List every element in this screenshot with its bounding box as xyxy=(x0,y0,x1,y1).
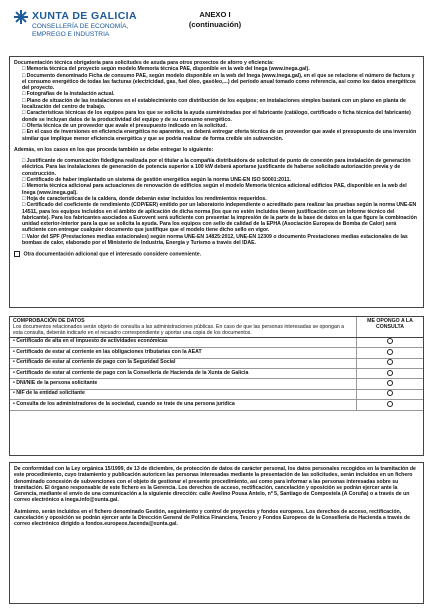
xunta-emblem-icon xyxy=(14,10,28,24)
verification-item: • NIF de la entidad solicitante xyxy=(10,389,357,399)
oppose-column-header: ME OPONGO A LA CONSULTA xyxy=(357,317,424,337)
documentation-title: Documentación técnica obrigatoria para solicitudes de axuda para otros proxectos de aforro y eficiencia: xyxy=(14,60,274,66)
oppose-cell xyxy=(357,379,424,389)
oppose-cell xyxy=(357,368,424,378)
annex-title: ANEXO I (continuación) xyxy=(188,10,242,29)
verification-item: • Certificado de estar al corriente en las obligaciones tributarias con la AEAT xyxy=(10,348,357,358)
documentation-section xyxy=(9,56,424,308)
verification-row xyxy=(10,389,423,399)
verification-row xyxy=(10,400,423,410)
oppose-radio[interactable] xyxy=(387,370,393,376)
funds-paragraph: Asimismo, serán incluidos en el fichero denominado Gestión, seguimiento y control de proyectos y fondos europeos. Los derechos de acceso, rectificación, cancelación y oposición se podrán ejercer ante la Dirección General de Política Financiera, Tesoro y Fondos Europeos de la Consellería de Hacienda a través de correo electrónico dirigido a fondos.europeos.facenda@xunta.gal. xyxy=(14,508,411,528)
other-documentation-checkbox[interactable] xyxy=(14,251,20,257)
documentation-item[interactable]: □ Plano de situación de las instalaciones en el establecimiento con distribución de los equipos; en instalaciones simples bastará con un plano en planta de localización del centro de trabajo. xyxy=(22,97,406,111)
oppose-radio[interactable] xyxy=(387,390,393,396)
extra-documentation-title: Además, en los casos en los que proceda también se debe entregar lo siguiente: xyxy=(14,146,214,153)
documentation-item[interactable]: □ Documento denominado Ficha de consumo PAE, según modelo disponible en la web del Inega (www.inega.gal), en el que se relacione el número de factura y el consumo energético de todas las facturas (electricidad, gas, fuel óleo, gasóleo,...) del período anual tomado como referencia, así como los datos energéticos del proyecto. xyxy=(22,72,416,92)
oppose-cell xyxy=(357,400,424,410)
verification-header: COMPROBACIÓN DE DATOS Los documentos relacionados serán objeto de consulta a las administraciones públicas. En caso de que las personas interesadas se opongan a esta consulta, deberán indicarlo en el recuadro correspondiente y aportar una copia de los documentos. xyxy=(10,317,357,337)
verification-row xyxy=(10,337,423,347)
department-name: CONSELLERÍA DE ECONOMÍA, EMPREGO E INDUSTRIA xyxy=(32,23,129,38)
oppose-cell xyxy=(357,358,424,368)
documentation-item[interactable]: □ Oferta técnica de un proveedor que avale el presupuesto indicado en la solicitud. xyxy=(22,122,227,129)
data-protection-paragraph: De conformidad con la Ley orgánica 15/1999, de 13 de diciembre, de protección de datos de carácter personal, los datos personales recogidos en la tramitación de este procedimiento, cuyo tratamiento y publicación autoricen las personas interesadas mediante la presentación de las solicitudes, serán incluidos en un fichero denominado concesión de subvenciones con el objeto de gestionar el presente procedimiento, así como para informar a las personas interesadas sobre su tramitación. El órgano responsable de este fichero es la Gerencia. Los derechos de acceso, rectificación, cancelación y oposición se podrán ejercer ante la Gerencia, mediante el envío de una comunicación a la siguiente dirección: calle Avelino Pousa Antelo, nº 5, Santiago de Compostela (A Coruña) o a través de un correo electrónico a inega.info@xunta.gal. xyxy=(14,466,416,504)
oppose-radio[interactable] xyxy=(387,349,393,355)
verification-row xyxy=(10,368,423,378)
xunta-logo xyxy=(14,10,154,50)
oppose-cell xyxy=(357,348,424,358)
verification-item: • Certificado de alta en el impuesto de actividades económicas xyxy=(10,337,357,347)
oppose-cell xyxy=(357,337,424,347)
verification-item: • DNI/NIE de la persona solicitante xyxy=(10,379,357,389)
oppose-cell xyxy=(357,389,424,399)
documentation-item[interactable]: □ Certificado del coeficiente de rendimiento (COP/EER) emitido por un laboratorio independiente o acreditado para realizar las pruebas según la norma UNE-EN 14511, para los equipos incluidos en el ámbito de aplicación de dicha norma (los que no estén incluidos tienen justificación con un informe técnico del fabricante). Para los fabricantes asociados a Eurovent será suficiente con presentar la impresión de la parte de la base de datos en la que figure la combinación unidad exterior-interior para la que se solicita la ayuda. Para los equipos con sello de calidad de la EPHA (Asociación Europea de Bomba de Calor) será suficiente con entregar cualquier documento que justifique que el modelo tiene dicho sello en vigor. xyxy=(22,202,417,234)
verification-item: • Certificado de estar al corriente de pago con la Seguridad Social xyxy=(10,358,357,368)
documentation-item[interactable]: □ En el caso de inversiones en eficiencia energética no aparentes, se deberá entregar oferta técnica de un proveedor que avale el presupuesto de una inversión similar que implique menor eficiencia energética y que se podría realizar de forma creíble sin subvención. xyxy=(22,129,417,142)
brand-name: XUNTA DE GALICIA xyxy=(32,10,137,22)
documentation-item[interactable]: □ Memoria técnica adicional para actuaciones de renovación de edificios según el modelo Memoria técnica adicional edificios PAE, disponible en la web del Inega (www.inega.gal). xyxy=(22,183,407,196)
documentation-item[interactable]: □ Valor del SPF (Prestaciones medias estacionales) según norma UNE-EN 14825:2012, UNE-EN 12309 o documento Prestaciones medias estacionales de las bombas de calor, elaborado por el Ministerio de Industria, Energía y Turismo a través del IDAE. xyxy=(22,233,408,247)
verification-item: • Consulta de los administradores de la sociedad, cuando se trate de una persona jurídica xyxy=(10,400,357,410)
oppose-radio[interactable] xyxy=(387,401,393,407)
documentation-item[interactable]: □ Memoria técnica del proyecto según modelo Memoria técnica PAE, disponible en la web del Inega (www.inega.gal). xyxy=(22,66,310,73)
verification-row xyxy=(10,379,423,389)
documentation-item[interactable]: □ Certificado de haber implantado un sistema de gestión energética según la norma UNE-EN ISO 50001:2011. xyxy=(22,177,291,184)
verification-row xyxy=(10,348,423,358)
verification-table xyxy=(10,317,423,411)
oppose-radio[interactable] xyxy=(387,338,393,344)
verification-item: • Certificado de estar al corriente de pago con la Consellería de Hacienda de la Xunta de Galicia xyxy=(10,368,357,378)
extra-documentation-list xyxy=(14,158,419,246)
other-documentation: Otra documentación adicional que el interesado considere conveniente. xyxy=(14,251,419,258)
data-protection-section xyxy=(9,462,424,604)
oppose-radio[interactable] xyxy=(387,359,393,365)
documentation-item[interactable]: □ Fotografías de la instalación actual. xyxy=(22,91,115,98)
documentation-item[interactable]: □ Hoja de características de la caldera, donde deberán estar incluidos los rendimientos requeridos. xyxy=(22,195,267,202)
verification-section xyxy=(9,316,424,456)
documentation-list xyxy=(14,66,419,142)
oppose-radio[interactable] xyxy=(387,380,393,386)
documentation-item[interactable]: □ Características técnicas de los equipos para los que se solicita la ayuda suministradas por el fabricante (catálogo, certificado o ficha técnica del fabricante) donde se incluyan datos de la productividad del equipo y de su consumo energético. xyxy=(22,110,411,123)
documentation-item[interactable]: □ Justificante de comunicación fidedigna realizada por el titular a la compañía distribuidora de solicitud de punto de conexión para instalación de generación eléctrica. Para las instalaciones de generación de potencia superior a 100 kW deberá aportarse justificante de haberse solicitado autorización previa y de construcción. xyxy=(22,158,411,177)
verification-row xyxy=(10,358,423,368)
